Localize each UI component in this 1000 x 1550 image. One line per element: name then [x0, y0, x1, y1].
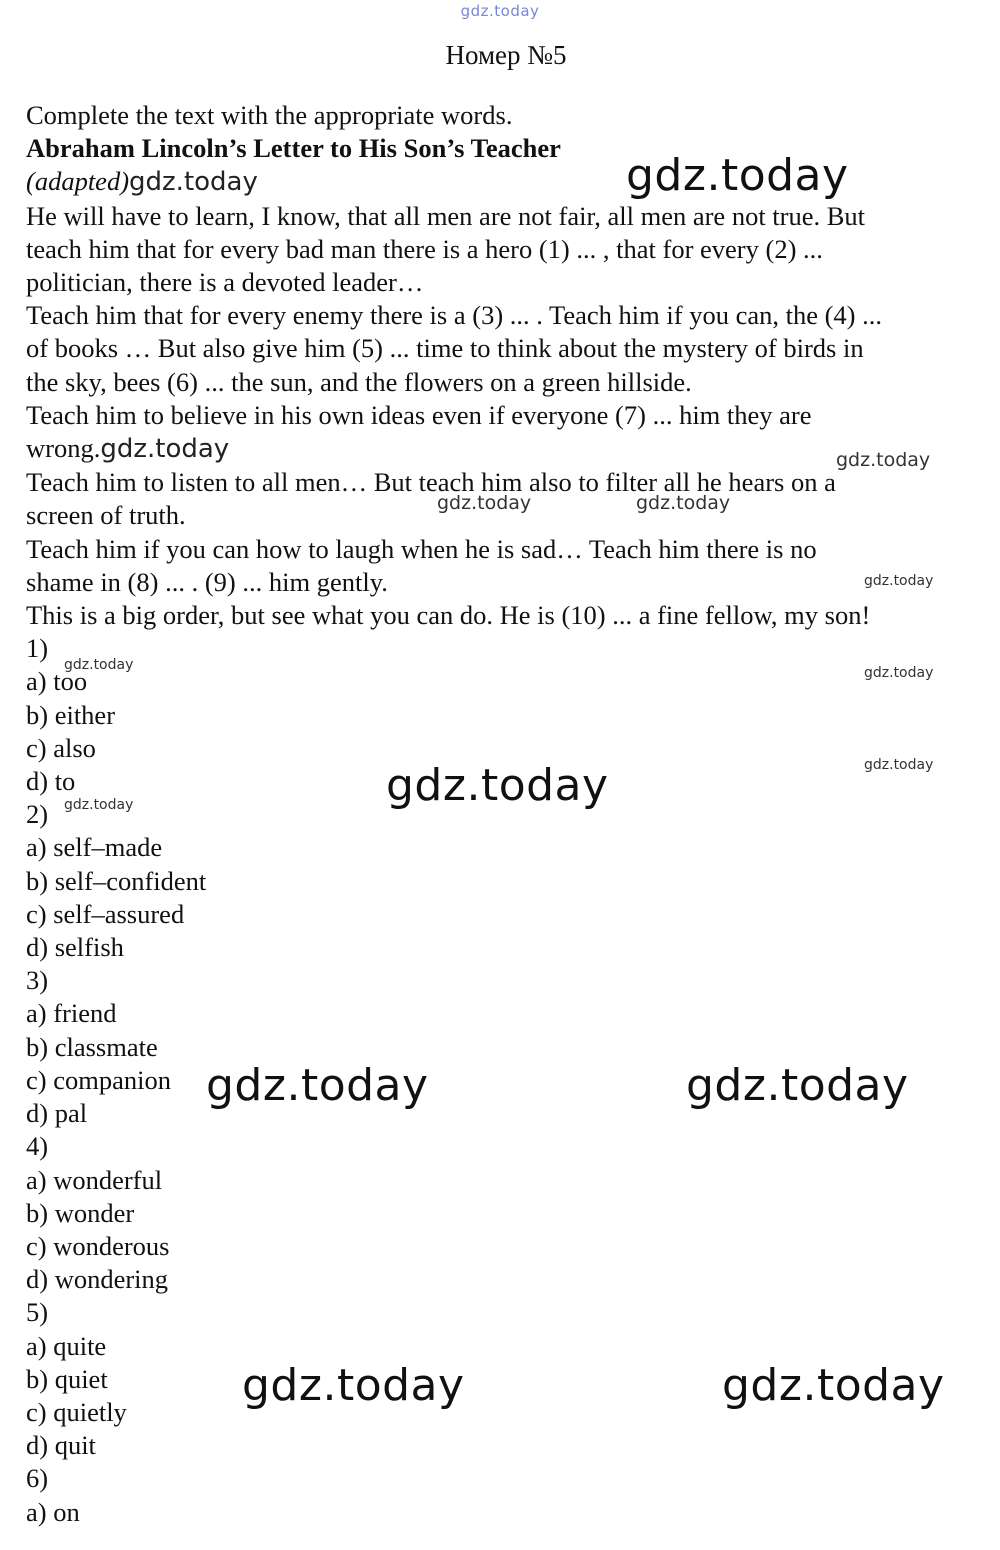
article-line: Teach him to listen to all men… But teach him also to filter all he hears on a — [26, 467, 836, 498]
article-line: Teach him if you can how to laugh when he is sad… Teach him there is no — [26, 533, 817, 564]
instruction-text: Complete the text with the appropriate words. — [26, 100, 513, 130]
exercise-title: Номер №5 — [445, 40, 567, 70]
answer-option: b) wonder — [26, 1197, 135, 1228]
watermark: gdz.today — [636, 492, 731, 514]
answer-option: b) self–confident — [26, 865, 207, 896]
question-number: 2) — [26, 799, 49, 830]
answer-option: b) either — [26, 699, 116, 730]
answer-option: a) friend — [26, 998, 117, 1029]
watermark: gdz.today — [437, 492, 532, 514]
watermark: gdz.today — [722, 1360, 945, 1411]
watermark: gdz.today — [206, 1060, 429, 1111]
answer-option: c) quietly — [26, 1396, 127, 1427]
answer-option: b) quiet — [26, 1363, 108, 1394]
article-line: teach him that for every bad man there is a hero (1) ... , that for every (2) ... — [26, 233, 823, 264]
article-line: of books … But also give him (5) ... time to think about the mystery of birds in — [26, 333, 864, 364]
article-line: the sky, bees (6) ... the sun, and the flowers on a green hillside. — [26, 366, 692, 397]
answer-option: d) selfish — [26, 932, 124, 963]
answer-option: c) also — [26, 732, 96, 763]
question-number: 1) — [26, 633, 49, 664]
question-number: 4) — [26, 1131, 49, 1162]
article-line: Teach him to believe in his own ideas even if everyone (7) ... him they are — [26, 399, 812, 430]
answer-option: a) quite — [26, 1330, 107, 1361]
article-heading: Abraham Lincoln’s Letter to His Son’s Teacher — [26, 133, 561, 164]
answer-option: c) wonderous — [26, 1230, 170, 1261]
article-line: wrong. — [26, 433, 101, 464]
answer-option: d) quit — [26, 1430, 96, 1461]
answer-option: a) self–made — [26, 832, 163, 863]
question-number: 6) — [26, 1463, 49, 1494]
article-line: Teach him that for every enemy there is a (3) ... . Teach him if you can, the (4) ... — [26, 300, 882, 331]
watermark: gdz.today — [836, 449, 931, 471]
article-line: He will have to learn, I know, that all men are not fair, all men are not true. But — [26, 200, 866, 231]
watermark: gdz.today — [64, 797, 134, 813]
answer-option: a) too — [26, 666, 88, 697]
watermark: gdz.today — [626, 150, 849, 201]
answer-option: d) to — [26, 766, 76, 797]
watermark: gdz.today — [864, 665, 934, 681]
watermark: gdz.today — [864, 573, 934, 589]
article-line: politician, there is a devoted leader… — [26, 267, 424, 298]
article-line: This is a big order, but see what you can do. He is (10) ... a fine fellow, my son! — [26, 600, 871, 631]
answer-option: d) wondering — [26, 1264, 169, 1295]
answer-option: a) on — [26, 1496, 80, 1527]
exercise-content — [26, 99, 1000, 1529]
answer-option: b) classmate — [26, 1031, 158, 1062]
answer-option: c) companion — [26, 1064, 171, 1095]
question-number: 5) — [26, 1297, 49, 1328]
article-line: shame in (8) ... . (9) ... him gently. — [26, 566, 388, 597]
answer-option: c) self–assured — [26, 898, 185, 929]
inline-watermark: gdz.today — [100, 434, 230, 465]
question-number: 3) — [26, 965, 49, 996]
article-line: screen of truth. — [26, 500, 186, 531]
watermark: gdz.today — [686, 1060, 909, 1111]
watermark: gdz.today — [386, 760, 609, 811]
watermark: gdz.today — [64, 657, 134, 673]
answer-option: d) pal — [26, 1098, 88, 1129]
site-watermark-top: gdz.today — [460, 2, 540, 20]
inline-watermark: gdz.today — [129, 167, 258, 198]
article-subtitle: (adapted) — [26, 166, 130, 197]
watermark: gdz.today — [242, 1360, 465, 1411]
watermark: gdz.today — [864, 757, 934, 773]
answer-option: a) wonderful — [26, 1164, 163, 1195]
article-subtitle-line — [26, 165, 1000, 199]
